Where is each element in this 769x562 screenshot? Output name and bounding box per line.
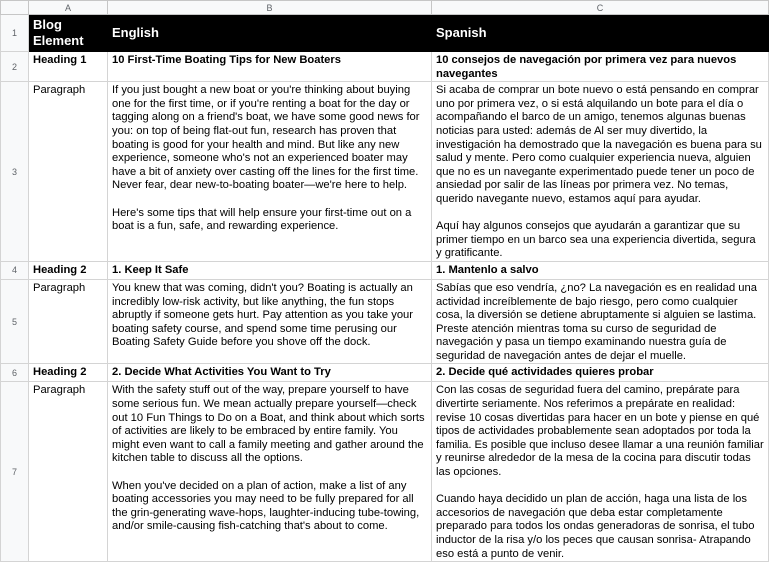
table-row [1, 15, 769, 52]
table-row [1, 52, 769, 82]
cell-b5[interactable] [108, 279, 432, 364]
cell-text: With the safety stuff out of the way, prepare yourself to have some serious fun. We mean actually prepare yourself—check out 10 Fun Things to Do on a Boat, and think about which sorts of activities are likely to be embraced by entire family. You might even want to call a family meeting and gather around the kitchen table to discuss all the options. When you've decided on a plan of action, make a list of any boating accessories you may need to be fully prepared for all the grin-generating wave-hops, laughter-inducing tube-towing, and/or smile-causing fish-catching that's about to come. [112, 384, 425, 533]
cell-text: You knew that was coming, didn't you? Boating is actually an incredibly low-risk activity, but like anything, the fun stops abruptly if someone gets hurt. Pay attention as you take your boating safety course, and spend some time perusing our Boating Safety Guide before you shove off the dock. [112, 281, 417, 349]
column-header-row [1, 1, 769, 15]
cell-text: 1. Keep It Safe [112, 263, 189, 276]
cell-text: Heading 1 [33, 54, 87, 66]
row-header[interactable]: 6 [1, 364, 29, 382]
cell-text: Paragraph [33, 281, 86, 294]
cell-c2[interactable] [432, 52, 769, 82]
row-header[interactable]: 2 [1, 52, 29, 82]
cell-b6[interactable] [108, 364, 432, 382]
select-all-corner[interactable] [1, 1, 29, 15]
cell-c1[interactable] [432, 15, 769, 52]
cell-text: 10 consejos de navegación por primera vez para nuevos navegantes [436, 54, 740, 80]
row-header[interactable]: 7 [1, 382, 29, 562]
cell-text: Spanish [436, 25, 487, 40]
cell-a1[interactable] [29, 15, 108, 52]
cell-text: 2. Decide qué actividades quieres probar [436, 366, 654, 379]
cell-text: 1. Mantenlo a salvo [436, 263, 539, 276]
cell-a3[interactable] [29, 82, 108, 262]
cell-b3[interactable] [108, 82, 432, 262]
cell-b4[interactable] [108, 261, 432, 279]
cell-c7[interactable] [432, 382, 769, 562]
cell-a2[interactable] [29, 52, 108, 82]
cell-text: Paragraph [33, 384, 86, 397]
row-header[interactable]: 3 [1, 82, 29, 262]
column-header-c[interactable]: C [432, 1, 769, 15]
cell-text: Paragraph [33, 84, 86, 97]
cell-b7[interactable] [108, 382, 432, 562]
cell-text: English [112, 25, 159, 40]
row-header[interactable]: 4 [1, 261, 29, 279]
cell-text: If you just bought a new boat or you're thinking about buying one for the first time, or if you're renting a boat for the day or tagging along on a friend's boat, we have some good news for you: on top of being flat-out fun, research has proven that boating is good for your health and mind. But like any new experience, someone who's not an experienced boater may have a bit of anxiety over casting off the lines for the first time. Never fear, dear new-to-boating boater—we're here to help. Here's some tips that will help ensure your first-time out on a boat is a fun, safe, and rewarding experience. [112, 84, 420, 233]
cell-text: 2. Decide What Activities You Want to Try [112, 366, 331, 379]
cell-a4[interactable] [29, 261, 108, 279]
cell-text: 10 First-Time Boating Tips for New Boaters [112, 54, 341, 66]
cell-c5[interactable] [432, 279, 769, 364]
cell-a7[interactable] [29, 382, 108, 562]
cell-text: Heading 2 [33, 366, 87, 379]
table-row [1, 82, 769, 262]
cell-a5[interactable] [29, 279, 108, 364]
cell-c4[interactable] [432, 261, 769, 279]
cell-b1[interactable] [108, 15, 432, 52]
table-row [1, 364, 769, 382]
row-header[interactable]: 5 [1, 279, 29, 364]
cell-c3[interactable] [432, 82, 769, 262]
column-header-a[interactable]: A [29, 1, 108, 15]
cell-text: Con las cosas de seguridad fuera del camino, prepárate para divertirte seriamente. Nos referimos a prepárate en realidad: revise 10 cosas divertidas para hacer en un bote y piense en qué tipos de actividades probablemente sean adoptados por toda la familia. Es posible que incluso desee llamar a una reunión familiar y reunirse alrededor de la mesa de la cocina para discutir todas las opciones. Cuando haya decidido un plan de acción, haga una lista de los accesorios de navegación que deba estar completamente preparado para todos los ondas generadoras de sonrisa, el tubo inductor de la risa y/o los peces que causan sonrisa- Atrapando eso está a punto de venir. [436, 384, 764, 560]
cell-b2[interactable] [108, 52, 432, 82]
cell-a6[interactable] [29, 364, 108, 382]
table-row [1, 382, 769, 562]
cell-text: Blog Element [33, 17, 84, 48]
column-header-b[interactable]: B [108, 1, 432, 15]
cell-c6[interactable] [432, 364, 769, 382]
cell-text: Si acaba de comprar un bote nuevo o está pensando en comprar uno por primera vez, o si está alquilando un bote para el día o acompañando el barco de un amigo, tenemos algunas buenas noticias para usted: además de Al ser muy divertido, la investigación ha demostrado que la navegación es buena para su salud y mente. Pero como cualquier experiencia nueva, alguien que no es un navegante experimentado puede tener un poco de ansiedad por salir de las líneas por primera vez. No temas, querido navegante nuevo, estamos aquí para ayudar. Aquí hay algunos consejos que ayudarán a garantizar que su primer tiempo en un barco sea una experiencia divertida, segura y gratificante. [436, 84, 762, 260]
table-row [1, 279, 769, 364]
row-header[interactable]: 1 [1, 15, 29, 52]
table-row [1, 261, 769, 279]
cell-text: Sabías que eso vendría, ¿no? La navegación es en realidad una actividad increíblemente de bajo riesgo, pero como cualquier cosa, la diversión se detiene abruptamente si alguien se lastima. Preste atención mientras toma su curso de seguridad de navegación y pasa un tiempo examinando nuestra guía de seguridad de navegación antes de dejar el muelle. [436, 281, 761, 362]
cell-text: Heading 2 [33, 263, 87, 276]
